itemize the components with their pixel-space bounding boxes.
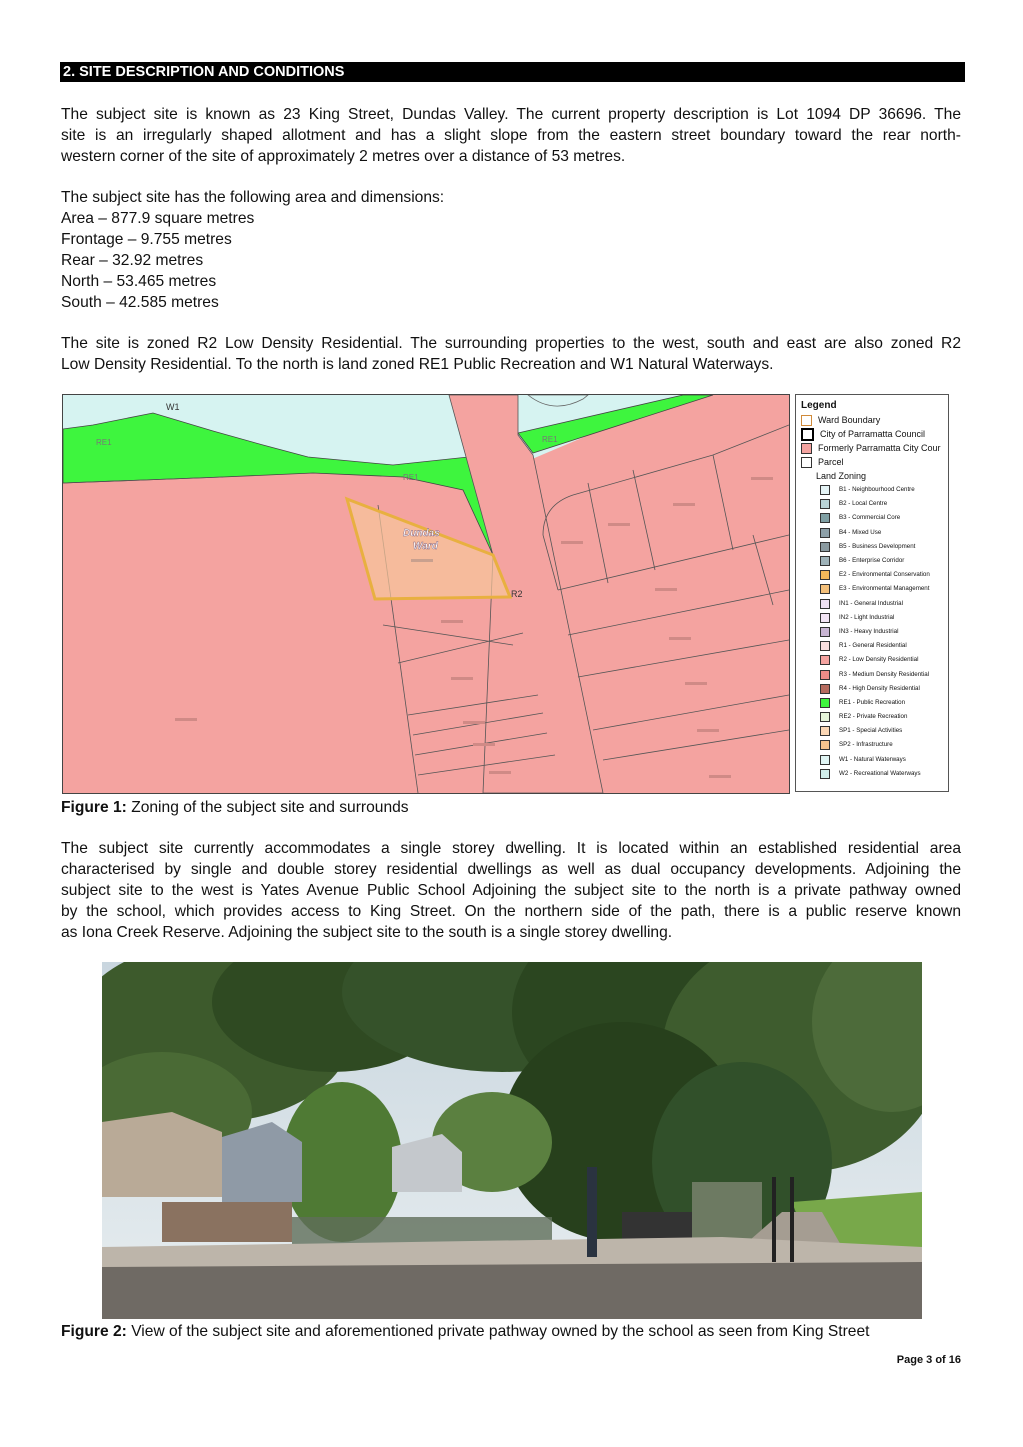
dimension-area: Area – 877.9 square metres	[61, 210, 255, 227]
zone-label: W1 - Natural Waterways	[839, 755, 906, 763]
legend-zone-item	[801, 653, 948, 667]
zone-swatch	[820, 712, 830, 722]
re1-label: RE1	[403, 473, 419, 482]
zone-label: B4 - Mixed Use	[839, 528, 882, 536]
zone-label: RE2 - Private Recreation	[839, 713, 908, 721]
zone-swatch	[820, 513, 830, 523]
dimensions-block	[61, 187, 961, 313]
dimension-south: South – 42.585 metres	[61, 294, 219, 311]
legend-item	[801, 427, 948, 441]
legend-zone-item	[801, 582, 948, 596]
legend-label: Parcel	[818, 457, 844, 467]
text-line: The site is zoned R2 Low Density Residential. The surrounding properties to the west, south and east are also zoned R2	[61, 335, 961, 352]
text-line: western corner of the site of approximately 2 metres over a distance of 53 metres.	[61, 148, 626, 165]
zone-label: IN3 - Heavy Industrial	[839, 627, 899, 635]
figure-2-text: View of the subject site and aforementioned private pathway owned by the school as seen from King Street	[126, 1323, 870, 1340]
text-line: subject site to the west is Yates Avenue Public School Adjoining the subject site to the north is a private pathway owned	[61, 882, 961, 899]
zone-label: B2 - Local Centre	[839, 500, 888, 508]
figure-1-label: Figure 1:	[61, 799, 127, 816]
zone-swatch	[820, 670, 830, 680]
gate-post	[772, 1177, 776, 1262]
zone-swatch	[820, 542, 830, 552]
text-line: The subject site is known as 23 King Street, Dundas Valley. The current property description is Lot 1094 DP 36696. The	[61, 106, 961, 123]
zone-label: IN1 - General Industrial	[839, 599, 903, 607]
zone-label: IN2 - Light Industrial	[839, 613, 895, 621]
street-view-illustration	[102, 962, 922, 1319]
r2-label: R2	[511, 589, 523, 599]
zone-label: B3 - Commercial Core	[839, 514, 901, 522]
context-paragraph	[61, 838, 961, 943]
zone-label: E3 - Environmental Management	[839, 585, 930, 593]
gate-post	[790, 1177, 794, 1262]
zone-swatch	[820, 755, 830, 765]
zone-swatch	[820, 584, 830, 594]
zoning-map	[62, 394, 790, 794]
council-boundary-swatch	[801, 428, 814, 441]
legend-zone-item	[801, 682, 948, 696]
legend-title: Legend	[801, 400, 837, 411]
re1-label: RE1	[96, 438, 112, 447]
legend-zone-item	[801, 526, 948, 540]
legend-zone-item	[801, 511, 948, 525]
legend-zone-item	[801, 625, 948, 639]
figure-1-text: Zoning of the subject site and surrounds	[126, 799, 409, 816]
zone-swatch	[820, 769, 830, 779]
ward-label-line2: Ward	[413, 541, 438, 552]
zone-label: B1 - Neighbourhood Centre	[839, 486, 915, 494]
zoning-heading	[801, 469, 948, 483]
legend-zone-item	[801, 667, 948, 681]
zone-label: W2 - Recreational Waterways	[839, 769, 921, 777]
re1-label: RE1	[542, 435, 558, 444]
w1-label: W1	[166, 402, 180, 412]
legend-label: Formerly Parramatta City Cour	[818, 443, 941, 453]
zone-swatch	[820, 684, 830, 694]
figure-2-caption	[61, 1321, 869, 1342]
legend-item	[801, 413, 948, 427]
text-line: as Iona Creek Reserve. Adjoining the subject site to the south is a single storey dwelling.	[61, 924, 673, 941]
zone-label: R1 - General Residential	[839, 642, 907, 650]
street-view-photo	[102, 962, 922, 1319]
legend-zone-item	[801, 554, 948, 568]
figure-2-label: Figure 2:	[61, 1323, 127, 1340]
zone-swatch	[820, 570, 830, 580]
legend-zone-item	[801, 696, 948, 710]
zoning-map-graphic	[63, 395, 789, 793]
zone-swatch	[820, 556, 830, 566]
page-number: Page 3 of 16	[896, 1354, 961, 1366]
legend-label: Ward Boundary	[818, 415, 881, 425]
zone-swatch	[820, 641, 830, 651]
zone-label: R3 - Medium Density Residential	[839, 670, 930, 678]
legend-zone-item	[801, 710, 948, 724]
zone-label: SP2 - Infrastructure	[839, 741, 893, 749]
zone-label: R2 - Low Density Residential	[839, 656, 919, 664]
legend-zone-item	[801, 611, 948, 625]
dimension-rear: Rear – 32.92 metres	[61, 252, 204, 269]
legend-zone-item	[801, 497, 948, 511]
legend-zone-item	[801, 767, 948, 781]
ward-label-line1: Dundas	[403, 528, 440, 539]
section-heading: 2. SITE DESCRIPTION AND CONDITIONS	[60, 62, 965, 82]
legend-zone-item	[801, 738, 948, 752]
ward-boundary-swatch	[801, 415, 812, 426]
legend-label: Land Zoning	[816, 471, 867, 481]
legend-zone-item	[801, 639, 948, 653]
zone-swatch	[820, 726, 830, 736]
zone-label: E2 - Environmental Conservation	[839, 571, 930, 579]
dimension-north: North – 53.465 metres	[61, 273, 217, 290]
text-line: characterised by single and double storey residential dwellings as well as dual occupancy developments. Adjoining the	[61, 861, 961, 878]
text-line: by the school, which provides access to King Street. On the northern side of the path, there is a public reserve known	[61, 903, 961, 920]
parcel-swatch	[801, 457, 812, 468]
zone-swatch	[820, 698, 830, 708]
zone-swatch	[820, 627, 830, 637]
zone-list	[801, 483, 948, 781]
legend-item	[801, 455, 948, 469]
legend-zone-item	[801, 483, 948, 497]
figure-1-caption	[61, 797, 409, 818]
former-council-swatch	[801, 443, 812, 454]
text-line: The subject site currently accommodates a single storey dwelling. It is located within an established residential area	[61, 840, 961, 857]
zone-swatch	[820, 499, 830, 509]
legend-label: City of Parramatta Council	[820, 429, 926, 439]
site-description-paragraph	[61, 104, 961, 167]
dimensions-intro: The subject site has the following area and dimensions:	[61, 189, 445, 206]
legend-zone-item	[801, 753, 948, 767]
zone-swatch	[820, 655, 830, 665]
zone-label: B6 - Enterprise Corridor	[839, 557, 905, 565]
zone-label: B5 - Business Development	[839, 542, 916, 550]
zone-label: R4 - High Density Residential	[839, 684, 920, 692]
legend-zone-item	[801, 540, 948, 554]
zone-swatch	[820, 613, 830, 623]
zone-swatch	[820, 599, 830, 609]
zone-swatch	[820, 740, 830, 750]
zoning-paragraph	[61, 333, 961, 375]
legend-item	[801, 441, 948, 455]
text-line: site is an irregularly shaped allotment and has a slight slope from the eastern street boundary toward the rear north-	[61, 127, 961, 144]
zone-swatch	[820, 485, 830, 495]
legend-zone-item	[801, 568, 948, 582]
text-line: Low Density Residential. To the north is land zoned RE1 Public Recreation and W1 Natural Waterways.	[61, 356, 774, 373]
map-legend	[795, 394, 949, 792]
dimension-frontage: Frontage – 9.755 metres	[61, 231, 232, 248]
zone-label: RE1 - Public Recreation	[839, 698, 906, 706]
legend-zone-item	[801, 724, 948, 738]
sign-post	[587, 1167, 597, 1257]
legend-zone-item	[801, 597, 948, 611]
zone-swatch	[820, 528, 830, 538]
zone-label: SP1 - Special Activities	[839, 727, 903, 735]
